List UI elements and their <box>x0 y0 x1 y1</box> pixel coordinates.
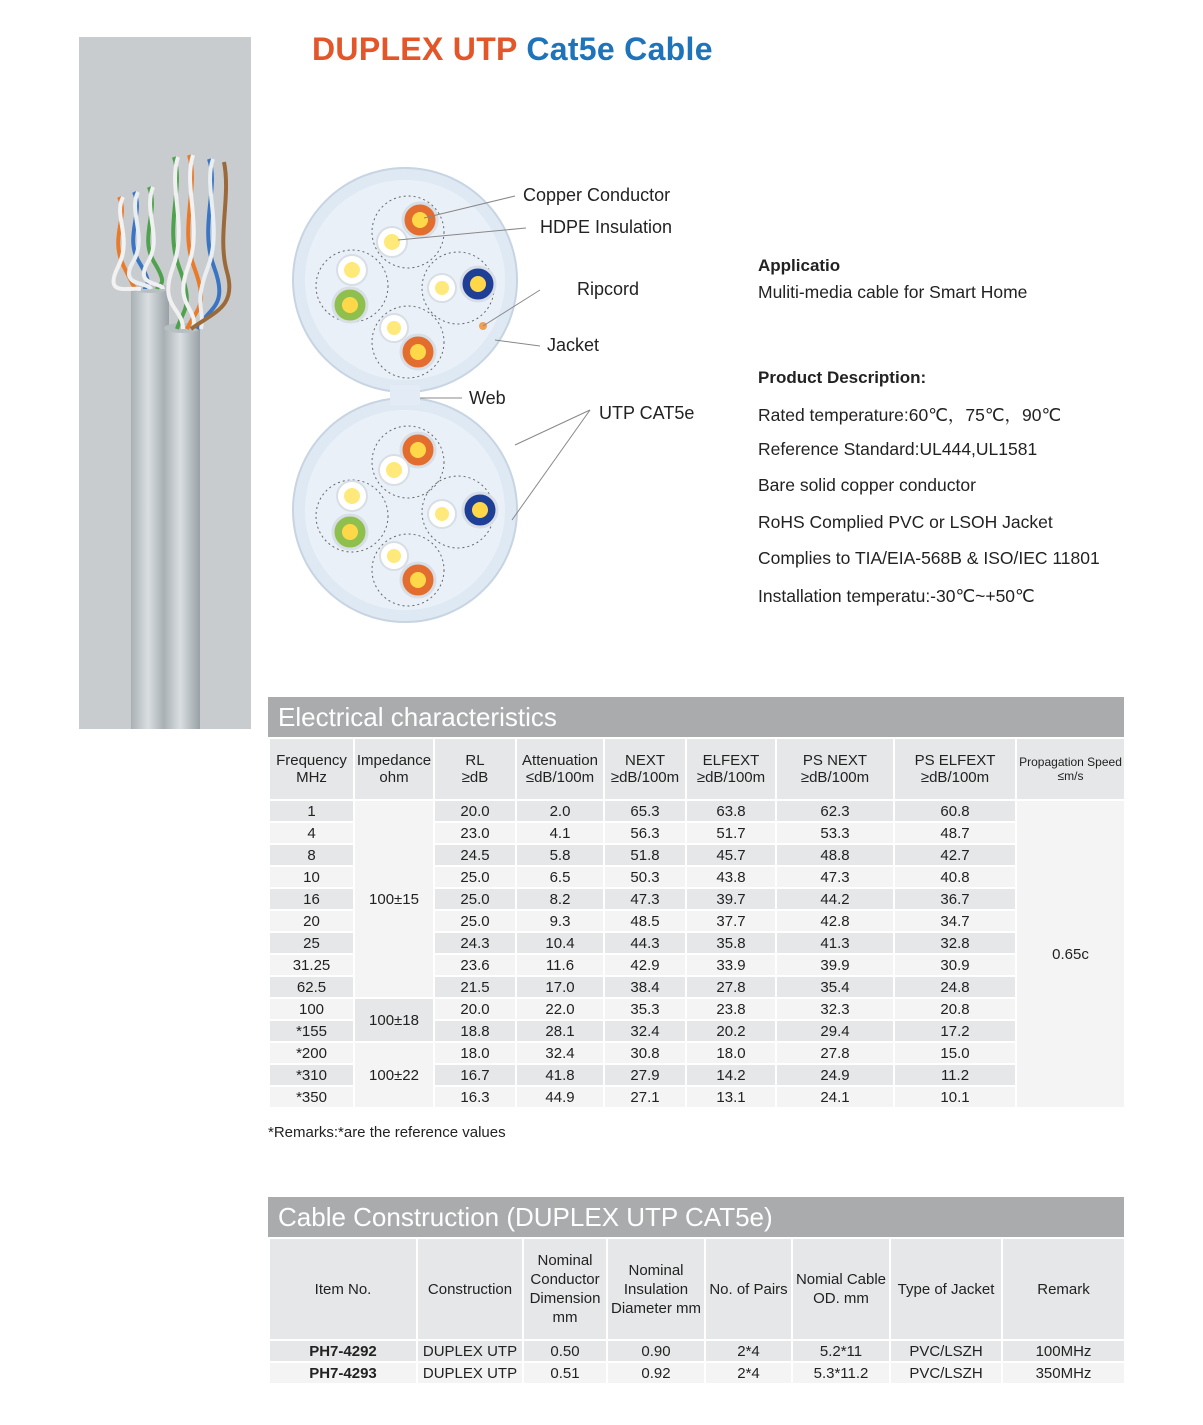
header-construction: Construction <box>417 1238 523 1340</box>
cell-attenuation: 6.5 <box>516 866 604 888</box>
cell-frequency: *200 <box>269 1042 354 1064</box>
page-title <box>312 31 713 68</box>
electrical-table-body <box>269 800 1125 1108</box>
cell-ps-elfext: 20.8 <box>894 998 1016 1020</box>
header-unit: MHz <box>296 769 327 786</box>
cell-rl: 20.0 <box>434 998 516 1020</box>
cell-rl: 16.7 <box>434 1064 516 1086</box>
cell-attenuation: 32.4 <box>516 1042 604 1064</box>
table-row <box>269 1042 1125 1064</box>
electrical-table <box>268 737 1126 1109</box>
cell-attenuation: 8.2 <box>516 888 604 910</box>
cell-frequency: 8 <box>269 844 354 866</box>
header-unit: ≤m/s <box>1057 769 1084 783</box>
cell-next: 30.8 <box>604 1042 686 1064</box>
header-unit: ≥dB <box>461 769 489 786</box>
header-pairs: No. of Pairs <box>705 1238 792 1340</box>
label-web: Web <box>469 388 506 408</box>
header-conductor-dimension: Nominal Conductor Dimension mm <box>523 1238 607 1340</box>
header-text: NEXT <box>624 752 665 769</box>
cell-ps-next: 48.8 <box>776 844 894 866</box>
cell-next: 42.9 <box>604 954 686 976</box>
cell-frequency: 100 <box>269 998 354 1020</box>
cell-remark: 100MHz <box>1002 1340 1125 1362</box>
header-item-no: Item No. <box>269 1238 417 1340</box>
header-text: Impedance <box>356 752 432 769</box>
cell-next: 27.1 <box>604 1086 686 1108</box>
cell-ps-next: 47.3 <box>776 866 894 888</box>
label-ripcord: Ripcord <box>577 279 640 299</box>
cell-ps-next: 53.3 <box>776 822 894 844</box>
cell-item-no: PH7-4293 <box>269 1362 417 1384</box>
header-attenuation <box>516 738 604 800</box>
cell-rl: 25.0 <box>434 910 516 932</box>
description-line: Complies to TIA/EIA-568B & ISO/IEC 11801 <box>758 548 1100 568</box>
cell-ps-elfext: 10.1 <box>894 1086 1016 1108</box>
table-row <box>269 1362 1125 1384</box>
title-part-1: DUPLEX UTP <box>312 31 518 67</box>
cell-insulation: 0.92 <box>607 1362 705 1384</box>
cell-ps-elfext: 17.2 <box>894 1020 1016 1042</box>
description-line: Rated temperature:60℃，75℃，90℃ <box>758 405 1062 425</box>
header-unit: ≥dB/100m <box>800 769 870 786</box>
cell-impedance: 100±18 <box>354 998 434 1042</box>
header-rl <box>434 738 516 800</box>
cell-elfext: 35.8 <box>686 932 776 954</box>
cell-frequency: 25 <box>269 932 354 954</box>
cell-rl: 16.3 <box>434 1086 516 1108</box>
header-insulation-diameter: Nominal Insulation Diameter mm <box>607 1238 705 1340</box>
cell-ps-elfext: 30.9 <box>894 954 1016 976</box>
cell-pairs: 2*4 <box>705 1340 792 1362</box>
cell-elfext: 27.8 <box>686 976 776 998</box>
cell-conductor: 0.50 <box>523 1340 607 1362</box>
cell-impedance: 100±15 <box>354 800 434 998</box>
cell-attenuation: 4.1 <box>516 822 604 844</box>
cell-attenuation: 22.0 <box>516 998 604 1020</box>
cell-elfext: 13.1 <box>686 1086 776 1108</box>
cell-rl: 18.0 <box>434 1042 516 1064</box>
cell-ps-elfext: 60.8 <box>894 800 1016 822</box>
cell-ps-next: 35.4 <box>776 976 894 998</box>
cell-construction: DUPLEX UTP <box>417 1340 523 1362</box>
header-jacket-type: Type of Jacket <box>890 1238 1002 1340</box>
header-unit: ≥dB/100m <box>920 769 990 786</box>
table-row <box>269 800 1125 822</box>
header-text: Propagation Speed <box>1019 755 1122 769</box>
cell-frequency: 62.5 <box>269 976 354 998</box>
product-info <box>758 256 1178 622</box>
cell-rl: 24.5 <box>434 844 516 866</box>
cell-rl: 25.0 <box>434 888 516 910</box>
title-part-2: Cat5e Cable <box>526 31 713 67</box>
cell-next: 65.3 <box>604 800 686 822</box>
header-text: Frequency <box>276 752 347 769</box>
electrical-section-title: Electrical characteristics <box>268 697 1124 737</box>
cell-frequency: 4 <box>269 822 354 844</box>
cell-ps-elfext: 11.2 <box>894 1064 1016 1086</box>
cell-jacket: PVC/LSZH <box>890 1362 1002 1384</box>
cell-ps-elfext: 15.0 <box>894 1042 1016 1064</box>
label-copper-conductor: Copper Conductor <box>523 185 671 205</box>
cell-frequency: 1 <box>269 800 354 822</box>
cell-frequency: 16 <box>269 888 354 910</box>
cell-attenuation: 9.3 <box>516 910 604 932</box>
header-unit: ohm <box>379 769 409 786</box>
header-impedance <box>354 738 434 800</box>
cross-section-diagram <box>290 160 750 630</box>
cell-frequency: *310 <box>269 1064 354 1086</box>
cell-frequency: *155 <box>269 1020 354 1042</box>
cell-next: 50.3 <box>604 866 686 888</box>
label-utp-cat5e: UTP CAT5e <box>599 403 695 423</box>
header-text: PS ELFEXT <box>914 752 996 769</box>
cell-next: 48.5 <box>604 910 686 932</box>
cell-rl: 25.0 <box>434 866 516 888</box>
cell-ps-elfext: 36.7 <box>894 888 1016 910</box>
cell-attenuation: 44.9 <box>516 1086 604 1108</box>
cell-propagation: 0.65c <box>1016 800 1125 1108</box>
cell-pairs: 2*4 <box>705 1362 792 1384</box>
header-unit: ≤dB/100m <box>525 769 595 786</box>
header-elfext <box>686 738 776 800</box>
cell-ps-next: 24.1 <box>776 1086 894 1108</box>
cell-ps-next: 27.8 <box>776 1042 894 1064</box>
cell-elfext: 20.2 <box>686 1020 776 1042</box>
header-propagation <box>1016 738 1125 800</box>
cell-next: 38.4 <box>604 976 686 998</box>
cell-next: 32.4 <box>604 1020 686 1042</box>
cell-next: 44.3 <box>604 932 686 954</box>
cell-next: 35.3 <box>604 998 686 1020</box>
header-ps-elfext <box>894 738 1016 800</box>
description-heading: Product Description: <box>758 368 927 387</box>
cell-rl: 20.0 <box>434 800 516 822</box>
cell-elfext: 39.7 <box>686 888 776 910</box>
cell-rl: 24.3 <box>434 932 516 954</box>
header-text: PS NEXT <box>802 752 868 769</box>
cell-next: 47.3 <box>604 888 686 910</box>
cell-remark: 350MHz <box>1002 1362 1125 1384</box>
description-line: Bare solid copper conductor <box>758 475 976 495</box>
header-ps-next <box>776 738 894 800</box>
cell-jacket: PVC/LSZH <box>890 1340 1002 1362</box>
construction-section-title: Cable Construction (DUPLEX UTP CAT5e) <box>268 1197 1124 1237</box>
header-text: ELFEXT <box>702 752 760 769</box>
cell-insulation: 0.90 <box>607 1340 705 1362</box>
cell-elfext: 18.0 <box>686 1042 776 1064</box>
cell-cable-od: 5.3*11.2 <box>792 1362 890 1384</box>
cell-next: 56.3 <box>604 822 686 844</box>
cell-cable-od: 5.2*11 <box>792 1340 890 1362</box>
cell-ps-next: 42.8 <box>776 910 894 932</box>
cell-elfext: 63.8 <box>686 800 776 822</box>
description-line: Reference Standard:UL444,UL1581 <box>758 438 1038 459</box>
cell-rl: 23.0 <box>434 822 516 844</box>
cell-ps-next: 44.2 <box>776 888 894 910</box>
remarks-note: *Remarks:*are the reference values <box>268 1124 506 1141</box>
header-next <box>604 738 686 800</box>
cross-section-illustration <box>290 160 750 630</box>
cell-elfext: 45.7 <box>686 844 776 866</box>
description-line: RoHS Complied PVC or LSOH Jacket <box>758 511 1053 532</box>
cell-frequency: *350 <box>269 1086 354 1108</box>
header-frequency <box>269 738 354 800</box>
cell-attenuation: 11.6 <box>516 954 604 976</box>
electrical-header-row <box>269 738 1125 800</box>
header-unit: ≥dB/100m <box>696 769 766 786</box>
cell-ps-elfext: 48.7 <box>894 822 1016 844</box>
cell-rl: 21.5 <box>434 976 516 998</box>
cell-rl: 18.8 <box>434 1020 516 1042</box>
cell-ps-elfext: 34.7 <box>894 910 1016 932</box>
cable-photo-illustration <box>79 37 251 729</box>
cell-ps-elfext: 32.8 <box>894 932 1016 954</box>
label-hdpe-insulation: HDPE Insulation <box>540 217 673 237</box>
table-row <box>269 998 1125 1020</box>
application-heading: Applicatio <box>758 256 841 275</box>
cell-elfext: 23.8 <box>686 998 776 1020</box>
cell-ps-next: 32.3 <box>776 998 894 1020</box>
cell-frequency: 20 <box>269 910 354 932</box>
cell-ps-next: 62.3 <box>776 800 894 822</box>
cell-elfext: 14.2 <box>686 1064 776 1086</box>
cell-impedance: 100±22 <box>354 1042 434 1108</box>
cell-attenuation: 41.8 <box>516 1064 604 1086</box>
cell-conductor: 0.51 <box>523 1362 607 1384</box>
cell-elfext: 33.9 <box>686 954 776 976</box>
cell-item-no: PH7-4292 <box>269 1340 417 1362</box>
cell-attenuation: 10.4 <box>516 932 604 954</box>
cell-attenuation: 2.0 <box>516 800 604 822</box>
header-remark: Remark <box>1002 1238 1125 1340</box>
cell-attenuation: 28.1 <box>516 1020 604 1042</box>
cell-next: 27.9 <box>604 1064 686 1086</box>
cell-ps-next: 41.3 <box>776 932 894 954</box>
cell-frequency: 10 <box>269 866 354 888</box>
header-unit: ≥dB/100m <box>610 769 680 786</box>
header-text: Attenuation <box>522 752 598 769</box>
product-photo <box>79 37 251 729</box>
cell-frequency: 31.25 <box>269 954 354 976</box>
cell-construction: DUPLEX UTP <box>417 1362 523 1384</box>
application-text: Muliti-media cable for Smart Home <box>758 282 1028 302</box>
construction-table <box>268 1237 1126 1385</box>
cell-ps-next: 24.9 <box>776 1064 894 1086</box>
cell-ps-next: 29.4 <box>776 1020 894 1042</box>
cell-next: 51.8 <box>604 844 686 866</box>
label-jacket: Jacket <box>547 335 600 355</box>
description-line: Installation temperatu:-30℃~+50℃ <box>758 585 1035 606</box>
construction-header-row <box>269 1238 1125 1340</box>
cell-ps-elfext: 24.8 <box>894 976 1016 998</box>
cell-ps-elfext: 42.7 <box>894 844 1016 866</box>
cell-ps-next: 39.9 <box>776 954 894 976</box>
cell-elfext: 43.8 <box>686 866 776 888</box>
cell-attenuation: 5.8 <box>516 844 604 866</box>
cell-ps-elfext: 40.8 <box>894 866 1016 888</box>
cell-elfext: 51.7 <box>686 822 776 844</box>
header-cable-od: Nomial Cable OD. mm <box>792 1238 890 1340</box>
cell-elfext: 37.7 <box>686 910 776 932</box>
header-text: RL <box>465 752 485 769</box>
cell-rl: 23.6 <box>434 954 516 976</box>
table-row <box>269 1340 1125 1362</box>
cell-attenuation: 17.0 <box>516 976 604 998</box>
